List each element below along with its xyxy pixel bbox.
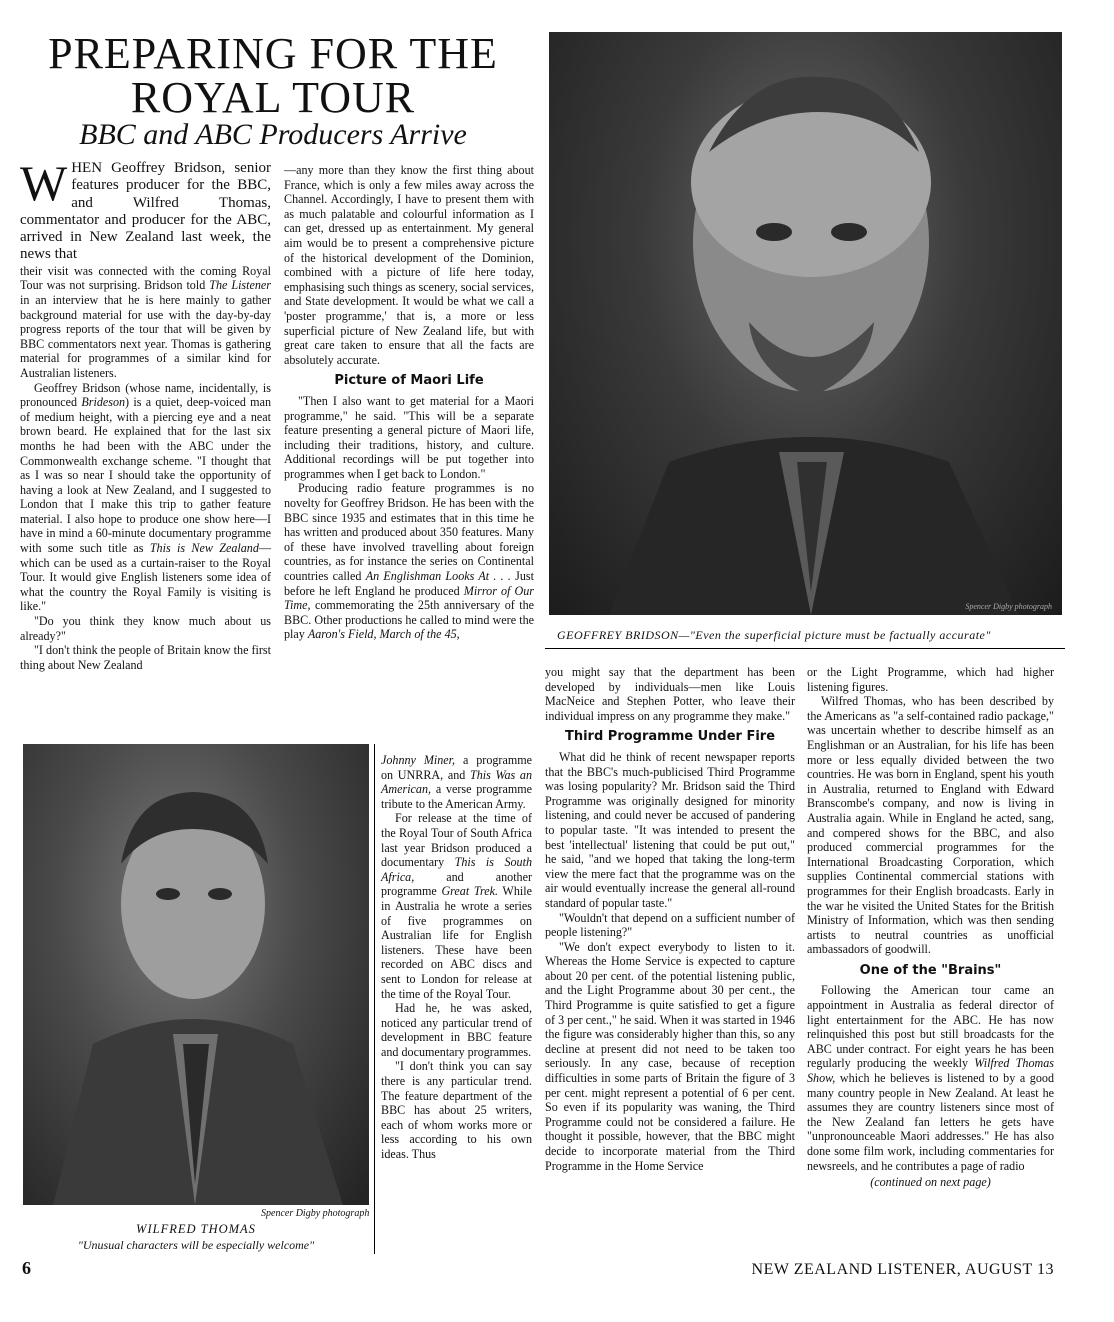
caption-bridson <box>557 628 1057 643</box>
paragraph: Had he, he was asked, noticed any particular trend of development in BBC feature and documentary programmes. <box>381 1001 532 1059</box>
column-4 <box>807 665 1054 1190</box>
paragraph: you might say that the department has been developed by individuals—men like Louis MacNeice and Stephen Potter, who leave their individual impress on any programme they make." <box>545 665 795 723</box>
page-number: 6 <box>22 1258 31 1278</box>
column-rule <box>374 744 375 1254</box>
divider <box>545 648 1065 649</box>
paragraph: or the Light Programme, which had higher listening figures. <box>807 665 1054 694</box>
paragraph: "I don't think the people of Britain know the first thing about New Zealand <box>20 643 271 672</box>
publication-title: The Listener <box>209 278 271 293</box>
headline-line-2: ROYAL TOUR <box>130 73 416 122</box>
paragraph: "Wouldn't that depend on a sufficient number of people listening?" <box>545 910 795 940</box>
caption-quote: "Unusual characters will be especially welcome" <box>77 1238 315 1252</box>
paragraph: "Do you think they know much about us already?" <box>20 614 271 643</box>
masthead: NEW ZEALAND LISTENER, AUGUST 13 <box>751 1261 1054 1278</box>
column-2-bottom <box>381 753 532 1162</box>
caption-name: WILFRED THOMAS <box>136 1222 256 1236</box>
photo-geoffrey-bridson <box>549 32 1062 615</box>
paragraph: —any more than they know the first thing about France, which is only a few miles away across the Channel. Accordingly, I have to present them with as much palatable and colourful information as I can get, dressed up as entertainment. My general aim would be to present a comprehensive picture of the historical development of the Dominion, combined with a picture of life here today, emphasising such things as scenery, social services, and State development. It would be what we call a 'poster programme,' that is, a more or less superficial picture of New Zealand life, but with great care taken to ensure that all the facts are absolutely accurate. <box>284 163 534 367</box>
drop-cap: W <box>20 155 68 211</box>
section-heading: Third Programme Under Fire <box>564 729 776 745</box>
column-2-top <box>284 163 534 642</box>
paragraph: "We don't expect everybody to listen to it. Whereas the Home Service is expected to capture about 20 per cent. of the potential listening public, and the Light Programme about 30 per cent., the Third Programme is quite satisfied to get a figure of 3 per cent.," he said. When it was started in 1946 the figure was considerably higher than this, so any decline at present did not need to be taken too seriously. In any case, because of reception difficulties in some parts of Britain the figure of 3 per cent. might represent a potential of 6 per cent. So even if its popularity was waning, the Third Programme could not be considered a failure. He thought it possible, however, that the BBC might decide to incorporate material from the Third Programme in the Home Service <box>545 939 795 1173</box>
photo-credit: Spencer Digby photograph <box>261 1208 370 1219</box>
paragraph: For release at the time of the Royal Tour of South Africa last year Bridson produced a documentary This is South Africa, and another programme Great Trek. While in Australia he wrote a series of five programmes on Australian life for English listeners. These have been recorded on ABC discs and sent to London for release at the time of the Royal Tour. <box>381 811 532 1001</box>
continued-note: (continued on next page) <box>870 1175 991 1190</box>
photo-wilfred-thomas <box>23 744 369 1205</box>
subheadline: BBC and ABC Producers Arrive <box>79 118 467 151</box>
paragraph: Geoffrey Bridson (whose name, incidentally, is pronounced Brideson) is a quiet, deep-voiced man of medium height, with a piercing eye and a neat brown beard. He explained that for the last six months he had been with the ABC under the Commonwealth exchange scheme. "I thought that as I was so near I should take the opportunity of having a look at New Zealand, and I suggested to London that I make this trip to gather feature material. I also hope to produce one show here—I have in mind a 60-minute documentary programme with some such title as This is New Zealand—which can be used as a curtain-raiser to the Royal Tour. It would give English listeners some idea of what the country the Royal Family is visiting is like." <box>20 380 271 614</box>
photo-credit: Spencer Digby photograph <box>965 602 1052 611</box>
column-3 <box>545 665 795 1173</box>
headline-line-1: PREPARING FOR THE <box>48 29 498 78</box>
portrait-illustration <box>23 744 369 1205</box>
portrait-illustration <box>549 32 1062 615</box>
paragraph: "I don't think you can say there is any particular trend. The feature department of the BBC has about 25 writers, each of whom works more or less according to his own ideas. Thus <box>381 1059 532 1162</box>
section-heading: One of the "Brains" <box>859 962 1002 978</box>
paragraph: Following the American tour came an appointment in Australia as federal director of light entertainment for the ABC. He has now relinquished this post but still broadcasts for the ABC under contract. For eight years he has been regularly producing the weekly Wilfred Thomas Show, which he believes is listened to by a good many country people in New Zealand. At least he assumes they are country listeners since most of the New Zealand fan letters he gets have "unpronounceable Maori addresses." He has also done some film work, including commentaries for newsreels, and he contributes a page of radio <box>807 983 1054 1173</box>
column-1 <box>20 155 271 672</box>
lead-paragraph: WHEN Geoffrey Bridson, senior features producer for the BBC, and Wilfred Thomas, commentator and producer for the ABC, arrived in New Zealand last week, the news that <box>20 155 271 263</box>
paragraph: Wilfred Thomas, who has been described by the Americans as "a self-contained radio package," was uncertain whether to describe himself as an Englishman or an Australian, for his life has been more or less equally divided between the two countries. He was born in England, spent his youth in Australia, returned to England with Edward Branscombe's company, and now is living in Australia again. While in England he acted, sang, and compered shows for the BBC, and also produced commercial programmes for the International Broadcasting Corporation, which supplies Continental commercial stations with programmes for their English broadcasts. Early in the war he visited the United States for the British Ministry of Information, which was then sending artists to neutral countries as unofficial ambassadors of goodwill. <box>807 694 1054 957</box>
section-heading: Picture of Maori Life <box>334 373 484 389</box>
caption-quote: —"Even the superficial picture must be factually accurate" <box>678 628 991 642</box>
paragraph: Producing radio feature programmes is no novelty for Geoffrey Bridson. He has been with the BBC since 1935 and estimates that in this time he has written and produced about 350 features. Many of these have involved travelling about foreign countries, as for instance the series on Continental countries called An Englishman Looks At . . . Just before he left England he produced Mirror of Our Time, commemorating the 25th anniversary of the BBC. Other productions he called to mind were the play Aaron's Field, March of the 45, <box>284 481 534 642</box>
paragraph: Johnny Miner, a programme on UNRRA, and This Was an American, a verse programme tribute to the American Army. <box>381 753 533 811</box>
caption-name: GEOFFREY BRIDSON <box>557 628 679 642</box>
paragraph: "Then I also want to get material for a Maori programme," he said. "This will be a separate feature presenting a general picture of Maori life, including their traditions, history, and culture. Additional recordings will be put together into programmes when I get back to London." <box>284 393 534 481</box>
paragraph: their visit was connected with the coming Royal Tour was not surprising. Bridson told The Listener in an interview that he is here mainly to gather background material for use with the day-by-day progress reports of the tour that will be given by BBC commentators next year. Thomas is gathering material for programmes of a similar kind for Australian listeners. <box>20 263 271 380</box>
paragraph: What did he think of recent newspaper reports that the BBC's much-publicised Third Programme was losing popularity? Mr. Bridson said the Third Programme was originally designed for minority listening, and could never be accused of pandering to popular taste. "It was intended to present the best 'intellectual' listening that could be put out," he said, "and we hoped that taking the long-term view the mere fact that the programme was on the air would eventually increase the general all-round standard of popular taste." <box>545 749 795 910</box>
